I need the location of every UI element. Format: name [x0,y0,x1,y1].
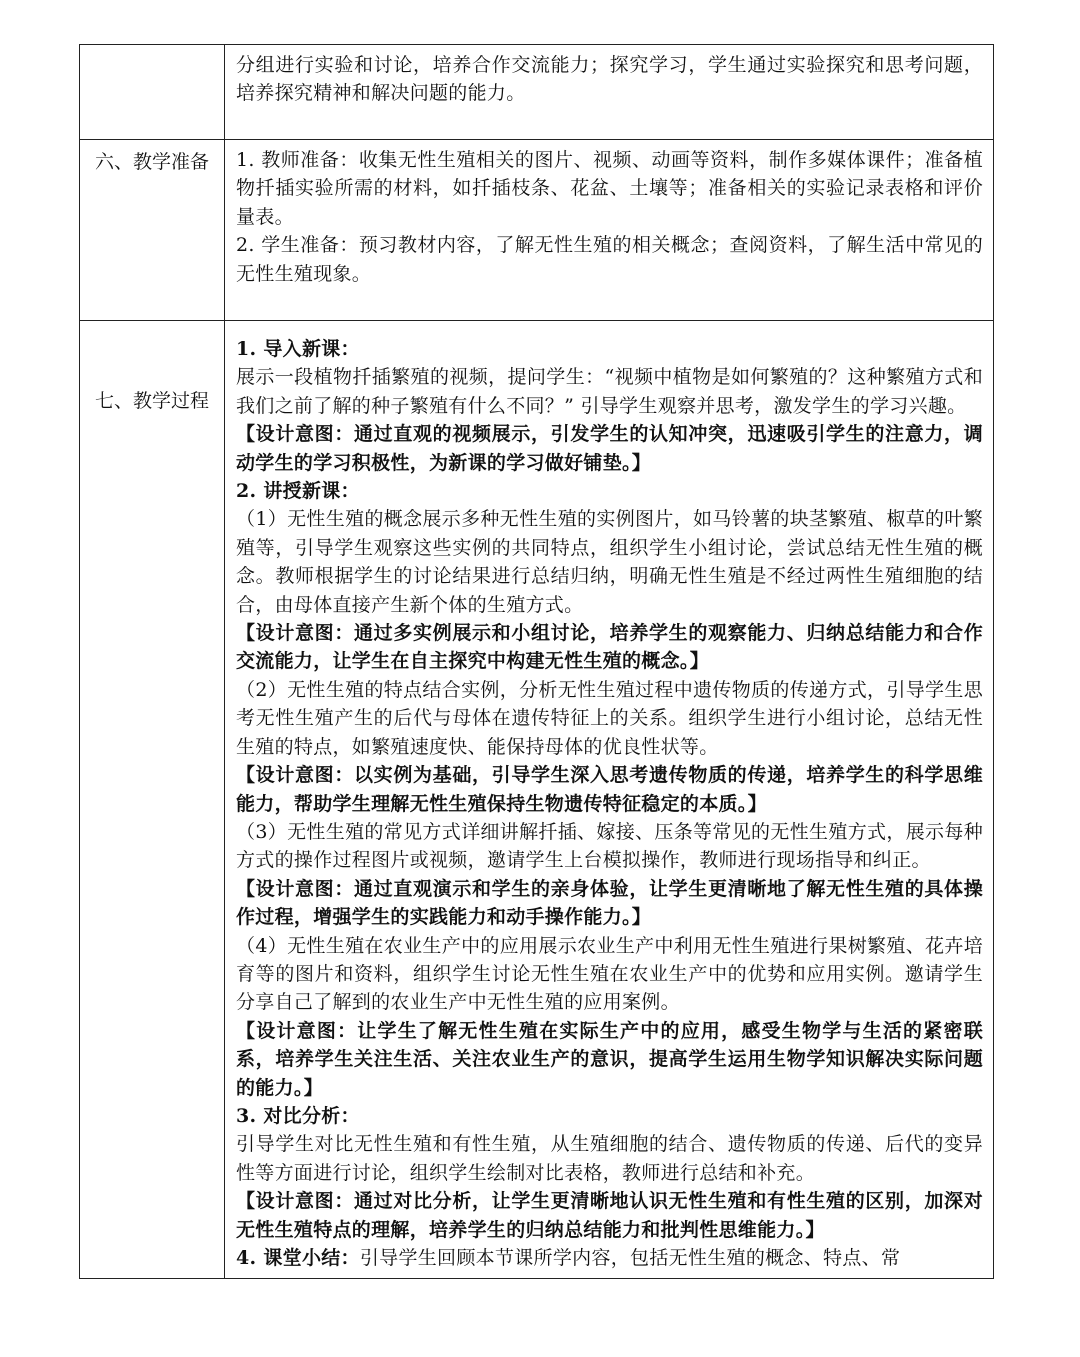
row-label-empty [80,45,225,140]
design-intent-text: 【设计意图：让学生了解无性生殖在实际生产中的应用，感受生物学与生活的紧密联系，培养学生关注生活、关注农业生产的意识，提高学生运用生物学知识解决实际问题的能力。】 [236,1019,983,1099]
row-label-teaching-preparation: 六、教学准备 [80,140,225,321]
design-intent-concept [236,619,983,676]
prep-item-student: 2. 学生准备：预习教材内容，了解无性生殖的相关概念；查阅资料，了解生活中常见的无性生殖现象。 [236,234,983,285]
step-text-summary: 引导学生回顾本节课所学内容，包括无性生殖的概念、特点、常 [359,1247,901,1269]
step-summary [236,1244,983,1272]
row-content-teaching-preparation [225,140,994,321]
design-intent-intro [236,420,983,477]
step-text-comparison: 引导学生对比无性生殖和有性生殖，从生殖细胞的结合、遗传物质的传递、后代的变异性等方面进行讨论，组织学生绘制对比表格，教师进行总结和补充。 [236,1133,983,1184]
design-intent-comparison [236,1187,983,1244]
step-title-intro: 1. 导入新课： [236,338,360,360]
design-intent-text: 【设计意图：以实例为基础，引导学生深入思考遗传物质的传递，培养学生的科学思维能力，帮助学生理解无性生殖保持生物遗传特征稳定的本质。】 [236,764,983,815]
step-title-comparison: 3. 对比分析： [236,1104,360,1127]
row-label-teaching-process: 七、教学过程 [80,321,225,1279]
design-intent-features [236,761,983,818]
design-intent-text: 【设计意图：通过直观演示和学生的亲身体验，让学生更清晰地了解无性生殖的具体操作过程，增强学生的实践能力和动手操作能力。】 [236,877,983,929]
design-intent-text: 【设计意图：通过对比分析，让学生更清晰地认识无性生殖和有性生殖的区别，加深对无性生殖特点的理解，培养学生的归纳总结能力和批判性思维能力。】 [236,1190,983,1241]
sub-step-agriculture: （4）无性生殖在农业生产中的应用展示农业生产中利用无性生殖进行果树繁殖、花卉培育等的图片和资料，组织学生讨论无性生殖在农业生产中的优势和应用实例。邀请学生分享自己了解到的农业生产中无性生殖的应用案例。 [236,934,983,1014]
sub-step-features: （2）无性生殖的特点结合实例，分析无性生殖过程中遗传物质的传递方式，引导学生思考无性生殖产生的后代与母体在遗传特征上的关系。组织学生进行小组讨论，总结无性生殖的特点，如繁殖速度快、能保持母体的优良性状等。 [236,678,983,758]
step-title-teaching: 2. 讲授新课： [236,480,360,503]
sub-step-methods: （3）无性生殖的常见方式详细讲解扦插、嫁接、压条等常见的无性生殖方式，展示每种方式的操作过程图片或视频，邀请学生上台模拟操作，教师进行现场指导和纠正。 [236,820,983,872]
prep-item-teacher: 1. 教师准备：收集无性生殖相关的图片、视频、动画等资料，制作多媒体课件；准备植物扦插实验所需的材料，如扦插枝条、花盆、土壤等；准备相关的实验记录表格和评价量表。 [236,149,983,228]
design-intent-text: 【设计意图：通过多实例展示和小组讨论，培养学生的观察能力、归纳总结能力和合作交流能力，让学生在自主探究中构建无性生殖的概念。】 [236,622,983,673]
design-intent-agriculture [236,1017,983,1102]
continued-paragraph: 分组进行实验和讨论，培养合作交流能力；探究学习，学生通过实验探究和思考问题，培养探究精神和解决问题的能力。 [236,54,983,105]
row-content-teaching-process [225,321,994,1279]
step-title-summary: 4. 课堂小结： [236,1247,360,1269]
sub-step-concept: （1）无性生殖的概念展示多种无性生殖的实例图片，如马铃薯的块茎繁殖、椒草的叶繁殖等，引导学生观察这些实例的共同特点，组织学生小组讨论，尝试总结无性生殖的概念。教师根据学生的讨论结果进行总结归纳，明确无性生殖是不经过两性生殖细胞的结合，由母体直接产生新个体的生殖方式。 [236,508,983,616]
table-row-teaching-process [80,321,994,1279]
step-text-intro: 展示一段植物扦插繁殖的视频，提问学生：“视频中植物是如何繁殖的？这种繁殖方式和我们之前了解的种子繁殖有什么不同？” 引导学生观察并思考，激发学生的学习兴趣。 [236,366,983,417]
design-intent-text: 【设计意图：通过直观的视频展示，引发学生的认知冲突，迅速吸引学生的注意力，调动学生的学习积极性，为新课的学习做好铺垫。】 [236,423,983,474]
row-content-continued [225,45,994,140]
table-row-continued [80,45,994,140]
design-intent-methods [236,875,983,932]
table-row-teaching-preparation [80,140,994,321]
lesson-plan-table [79,44,994,1279]
